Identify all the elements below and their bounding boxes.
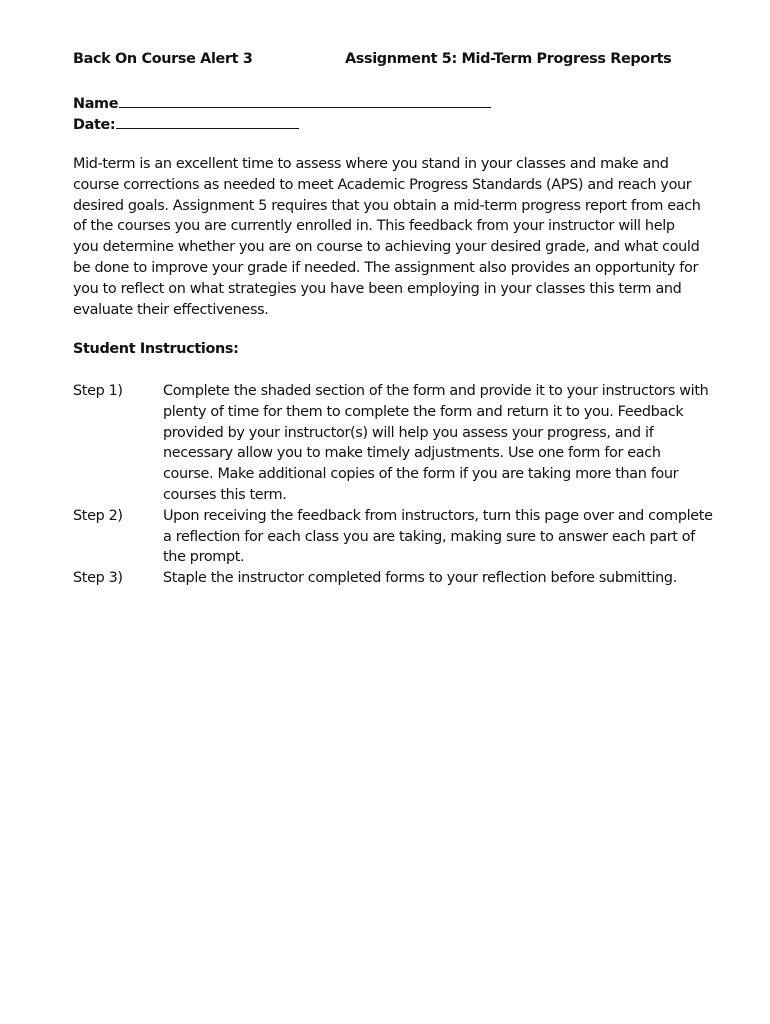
step-item	[73, 381, 713, 506]
step-text: Upon receiving the feedback from instructors, turn this page over and complete a reflection for each class you are taking, making sure to answer each part of the prompt.	[163, 507, 713, 566]
document-header	[73, 51, 710, 71]
step-text: Complete the shaded section of the form and provide it to your instructors with plenty of time for them to complete the form and return it to you. Feedback provided by your instructor(s) will help you assess your progress, and if necessary allow you to make timely adjustments. Use one form for each course. Make additional copies of the form if you are taking more than four courses this term.	[163, 383, 709, 503]
step-label: Step 1)	[73, 383, 123, 399]
date-field	[73, 114, 299, 133]
steps-list	[73, 381, 713, 589]
course-alert-title: Back On Course Alert 3	[73, 51, 253, 67]
date-label: Date:	[73, 117, 116, 133]
intro-paragraph: Mid-term is an excellent time to assess where you stand in your classes and make and course corrections as needed to meet Academic Progress Standards (APS) and reach your desired goals. Assignment 5 requires that you obtain a mid-term progress report from each of the courses you are currently enrolled in. This feedback from your instructor will help you determine whether you are on course to achieving your desired grade, and what could be done to improve your grade if needed. The assignment also provides an opportunity for you to reflect on what strategies you have been employing in your classes this term and evaluate their effectiveness.	[73, 156, 701, 318]
step-text: Staple the instructor completed forms to your reflection before submitting.	[163, 570, 677, 587]
name-blank-line	[119, 93, 491, 108]
step-label: Step 3)	[73, 570, 123, 587]
step-label: Step 2)	[73, 507, 123, 524]
assignment-title: Assignment 5: Mid-Term Progress Reports	[345, 51, 672, 67]
instructions-heading: Student Instructions:	[73, 341, 239, 357]
step-item	[73, 568, 713, 589]
name-label: Name	[73, 96, 119, 112]
name-field	[73, 93, 491, 112]
step-item	[73, 506, 713, 568]
date-blank-line	[116, 114, 299, 129]
